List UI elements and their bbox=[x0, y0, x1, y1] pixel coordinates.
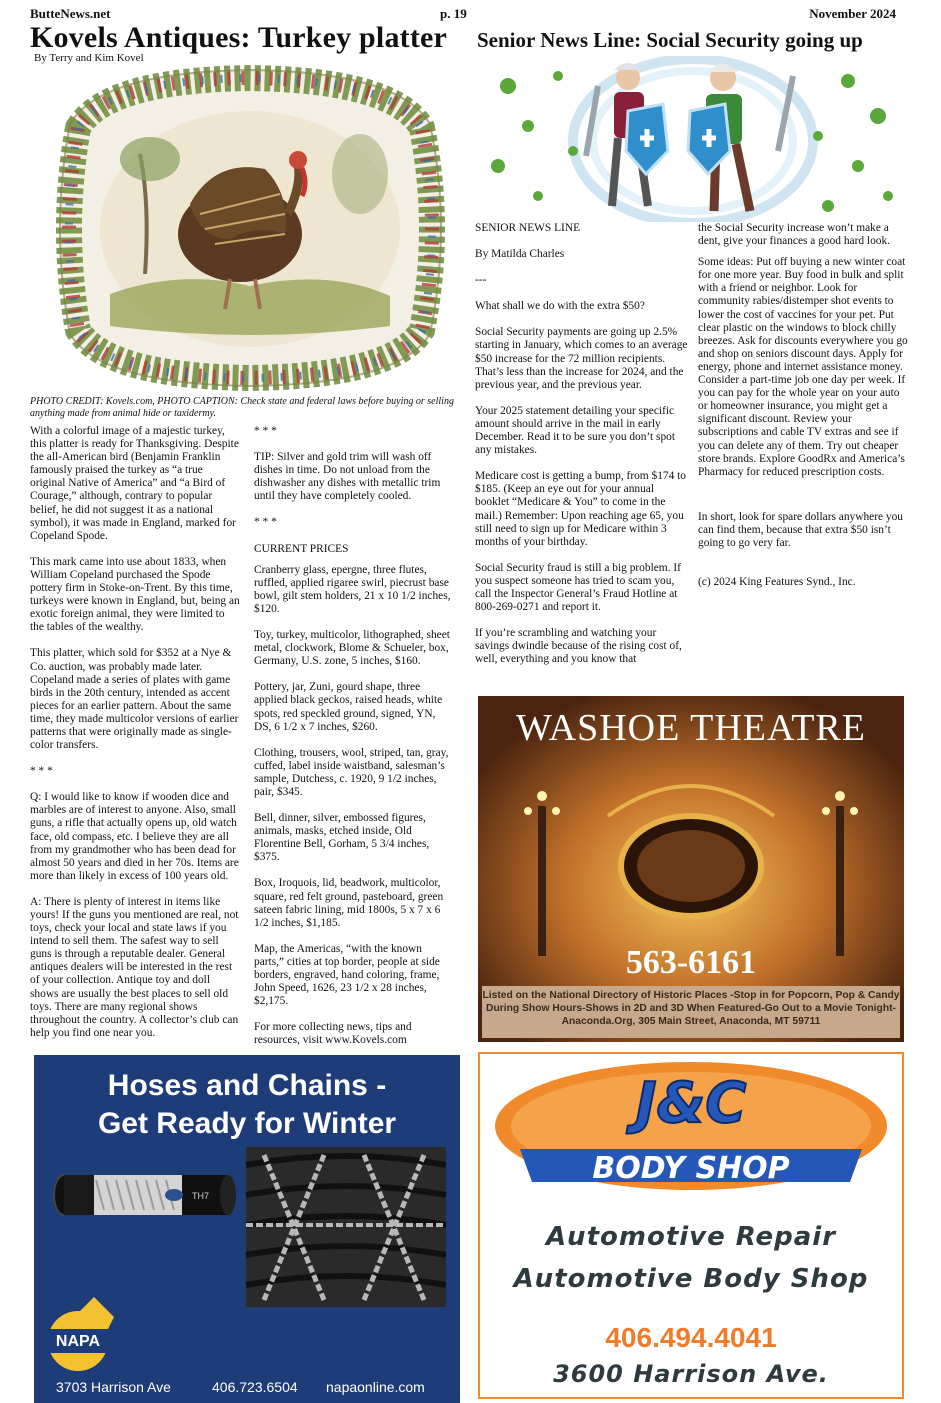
napa-phone[interactable]: 406.723.6504 bbox=[212, 1379, 298, 1395]
jc-logo-top: J&C bbox=[635, 1071, 747, 1136]
section-divider: --- bbox=[475, 274, 487, 287]
turkey-platter-photo bbox=[40, 64, 460, 394]
article-paragraph: What shall we do with the extra $50? bbox=[475, 300, 645, 313]
price-item: Map, the Americas, “with the known parts,” cities at top border, people at side borders, engraved, hand coloring, frame, John Speed, 1626, 23 1/2 x 28 inches, $2,175. bbox=[254, 942, 440, 1008]
section-divider: * * * bbox=[254, 516, 277, 529]
washoe-theatre-ad[interactable] bbox=[478, 696, 904, 1042]
article-paragraph: This platter, which sold for $352 at a Nye & Co. auction, was probably made later. Copeland made a series of plates with game birds in the 20th century, intended as accent pieces for an earlier pattern. About the same time, they made multicolor versions of earlier patterns that were originally made as single-color transfers. bbox=[30, 647, 239, 752]
article-paragraph: In short, look for spare dollars anywhere you can find them, because that extra $50 isn’t going to go very far. bbox=[698, 510, 903, 549]
price-item: Pottery, jar, Zuni, gourd shape, three applied black geckos, raised heads, white spots, red speckled ground, signed, YN, DS, 6 1/2 x 7 inches, $260. bbox=[254, 681, 443, 733]
article-paragraph: the Social Security increase won’t make a dent, give your finances a good hard look. bbox=[698, 222, 891, 248]
napa-logo-text: NAPA bbox=[55, 1333, 101, 1350]
photo-caption: PHOTO CREDIT: Kovels.com, PHOTO CAPTION: Check state and federal laws before buying or selling anything made from animal hide or taxidermy. bbox=[30, 396, 454, 419]
jc-phone[interactable]: 406.494.4041 bbox=[605, 1322, 777, 1353]
kovels-column-1 bbox=[30, 425, 240, 1053]
byline: By Matilda Charles bbox=[475, 248, 565, 261]
site-name[interactable]: ButteNews.net bbox=[30, 6, 111, 21]
kovels-byline: By Terry and Kim Kovel bbox=[34, 52, 144, 64]
page-number: p. 19 bbox=[440, 6, 467, 21]
article-paragraph: If you’re scrambling and watching your savings dwindle because of the rising cost of, well, everything and you know that bbox=[475, 627, 682, 666]
column-label: SENIOR NEWS LINE bbox=[475, 222, 581, 234]
copyright: (c) 2024 King Features Synd., Inc. bbox=[698, 576, 856, 589]
jc-logo-bottom: BODY SHOP bbox=[592, 1151, 790, 1186]
napa-headline-line-2: Get Ready for Winter bbox=[97, 1107, 397, 1140]
issue-date: November 2024 bbox=[809, 6, 896, 21]
price-item: Toy, turkey, multicolor, lithographed, sheet metal, clockwork, Blome & Schueler, box, Germany, U.S. zone, 5 inches, $160. bbox=[254, 629, 450, 668]
theatre-info: Listed on the National Directory of Historic Places -Stop in for Popcorn, Pop & Candy During Show Hours-Shows in 2D and 3D When Featured-Go Out to a Movie Tonight-Anaconda.Org, 305 Main Street, Anaconda, MT 59711 bbox=[482, 986, 900, 1038]
senior-headline: Senior News Line: Social Security going up bbox=[477, 28, 863, 52]
article-paragraph: Medicare cost is getting a bump, from $174 to $185. (Keep an eye out for your annual booklet “Medicare & You” to come in the mail.) Remember: Upon reaching age 65, you still need to sign up for Medicare within 3 months of your birthday. bbox=[475, 470, 686, 548]
price-item: Clothing, trousers, wool, striped, tan, gray, cuffed, label inside waistband, salesman’s sample, Dutchess, c. 1920, 9 1/2 inches, pair, $345. bbox=[254, 746, 449, 798]
article-paragraph: Some ideas: Put off buying a new winter coat for one more year. Buy food in bulk and split with a friend or neighbor. Look for community rabies/distemper shot events to lower the cost of vaccines for your pet. Put clear plastic on the windows to block chilly breezes. Ask for discounts everywhere you go and shop on seniors discount days. Apply for energy, phone and internet assistance money. Consider a part-time job one day per week. If you can pay for the whole year on your auto or homeowner insurance, you might get a significant discount. Review your subscriptions and cable TV extras and see if you can delete any of them. Try out cheaper store brands. Explore GoodRx and America’s Pharmacy for reduced prescription costs. bbox=[698, 256, 908, 478]
masthead bbox=[30, 6, 900, 22]
article-paragraph: Social Security fraud is still a big problem. If you suspect someone has tried to scam you, call the Inspector General’s Fraud Hotline at 800-269-0271 and report it. bbox=[475, 561, 681, 614]
jc-body-shop-ad[interactable] bbox=[478, 1052, 904, 1399]
napa-ad[interactable] bbox=[34, 1055, 460, 1403]
article-paragraph: Social Security payments are going up 2.5% starting in January, which comes to an average $50 increase for the 72 million recipients. That’s less than the increase for 2024, and the previous year, and the previous year. bbox=[475, 326, 688, 391]
napa-website[interactable]: napaonline.com bbox=[326, 1379, 425, 1395]
seniors-shield-illustration bbox=[478, 56, 908, 222]
theatre-name: WASHOE THEATRE bbox=[515, 707, 866, 749]
tire-chain-image bbox=[246, 1147, 446, 1307]
price-item: Cranberry glass, epergne, three flutes, ruffled, applied rigaree swirl, piecrust base bowl, gilt stem holders, 21 x 10 1/2 inches, $120. bbox=[254, 563, 451, 615]
article-paragraph: Your 2025 statement detailing your specific amount should arrive in the mail in early December. Read it to be sure you don’t spot any mistakes. bbox=[475, 404, 676, 457]
theatre-phone[interactable]: 563-6161 bbox=[625, 944, 757, 981]
jc-address: 3600 Harrison Ave. bbox=[553, 1360, 829, 1388]
price-item: Bell, dinner, silver, embossed figures, animals, masks, etched inside, Old Florentine Bell, Gorham, 5 3/4 inches, $375. bbox=[254, 812, 430, 864]
hose-image bbox=[54, 1175, 236, 1215]
section-divider: * * * bbox=[30, 765, 53, 778]
kovels-headline: Kovels Antiques: Turkey platter bbox=[30, 21, 448, 54]
article-paragraph: TIP: Silver and gold trim will wash off dishes in time. Do not unload from the dishwasher any dishes with metallic trim until they have completely cooled. bbox=[254, 451, 441, 503]
kovels-column-2 bbox=[254, 425, 454, 1087]
jc-service-2: Automotive Body Shop bbox=[513, 1264, 869, 1294]
article-paragraph: This mark came into use about 1833, when William Copeland purchased the Spode pottery firm in Stoke-on-Trent. By this time, turkeys were known in England, but, being an exotic foreign animal, they were limited to the tables of the wealthy. bbox=[30, 555, 240, 634]
senior-column-2 bbox=[698, 222, 908, 602]
napa-address: 3703 Harrison Ave bbox=[56, 1379, 171, 1395]
article-paragraph: With a colorful image of a majestic turkey, this platter is ready for Thanksgiving. Despite the all-American bird (Benjamin Franklin famously praised the turkey as “a true original Native of America” and “a Bird of Courage,” although, contrary to popular belief, he did not suggest it as a national symbol), it was made in England, marked for Copeland Spode. bbox=[30, 425, 239, 542]
article-paragraph: A: There is plenty of interest in items like yours! If the guns you mentioned are real, not toys, check your local and state laws if you intend to sell them. The safest way to sell guns is through a reputable dealer. General antiques dealers will be interested in the rest of your collection. Antique toy and doll shows are usually the best places to sell old toys. There are many regional shows throughout the country. A collector’s club can help you find one near you. bbox=[30, 895, 239, 1039]
resource-link-text[interactable]: For more collecting news, tips and resources, visit www.Kovels.com bbox=[254, 1021, 412, 1047]
hose-label: TH7 bbox=[192, 1191, 210, 1201]
senior-column-1 bbox=[475, 222, 688, 679]
jc-service-1: Automotive Repair bbox=[545, 1222, 837, 1252]
napa-headline-line-1: Hoses and Chains - bbox=[107, 1069, 387, 1102]
section-heading: CURRENT PRICES bbox=[254, 542, 349, 555]
article-paragraph: Q: I would like to know if wooden dice and marbles are of interest to anyone. Also, small guns, a rifle that actually opens up, old watch face, old compass, etc. I believe they are all from my grandmother who has been dead for almost 50 years and died in her 70s. Items are more than likely in excess of 100 years old. bbox=[30, 791, 239, 882]
price-item: Box, Iroquois, lid, beadwork, multicolor, square, red felt ground, pasteboard, green sateen fabric lining, mid 1800s, 5 x 7 x 6 1/2 inches, $1,185. bbox=[254, 877, 444, 929]
section-divider: * * * bbox=[254, 425, 277, 437]
